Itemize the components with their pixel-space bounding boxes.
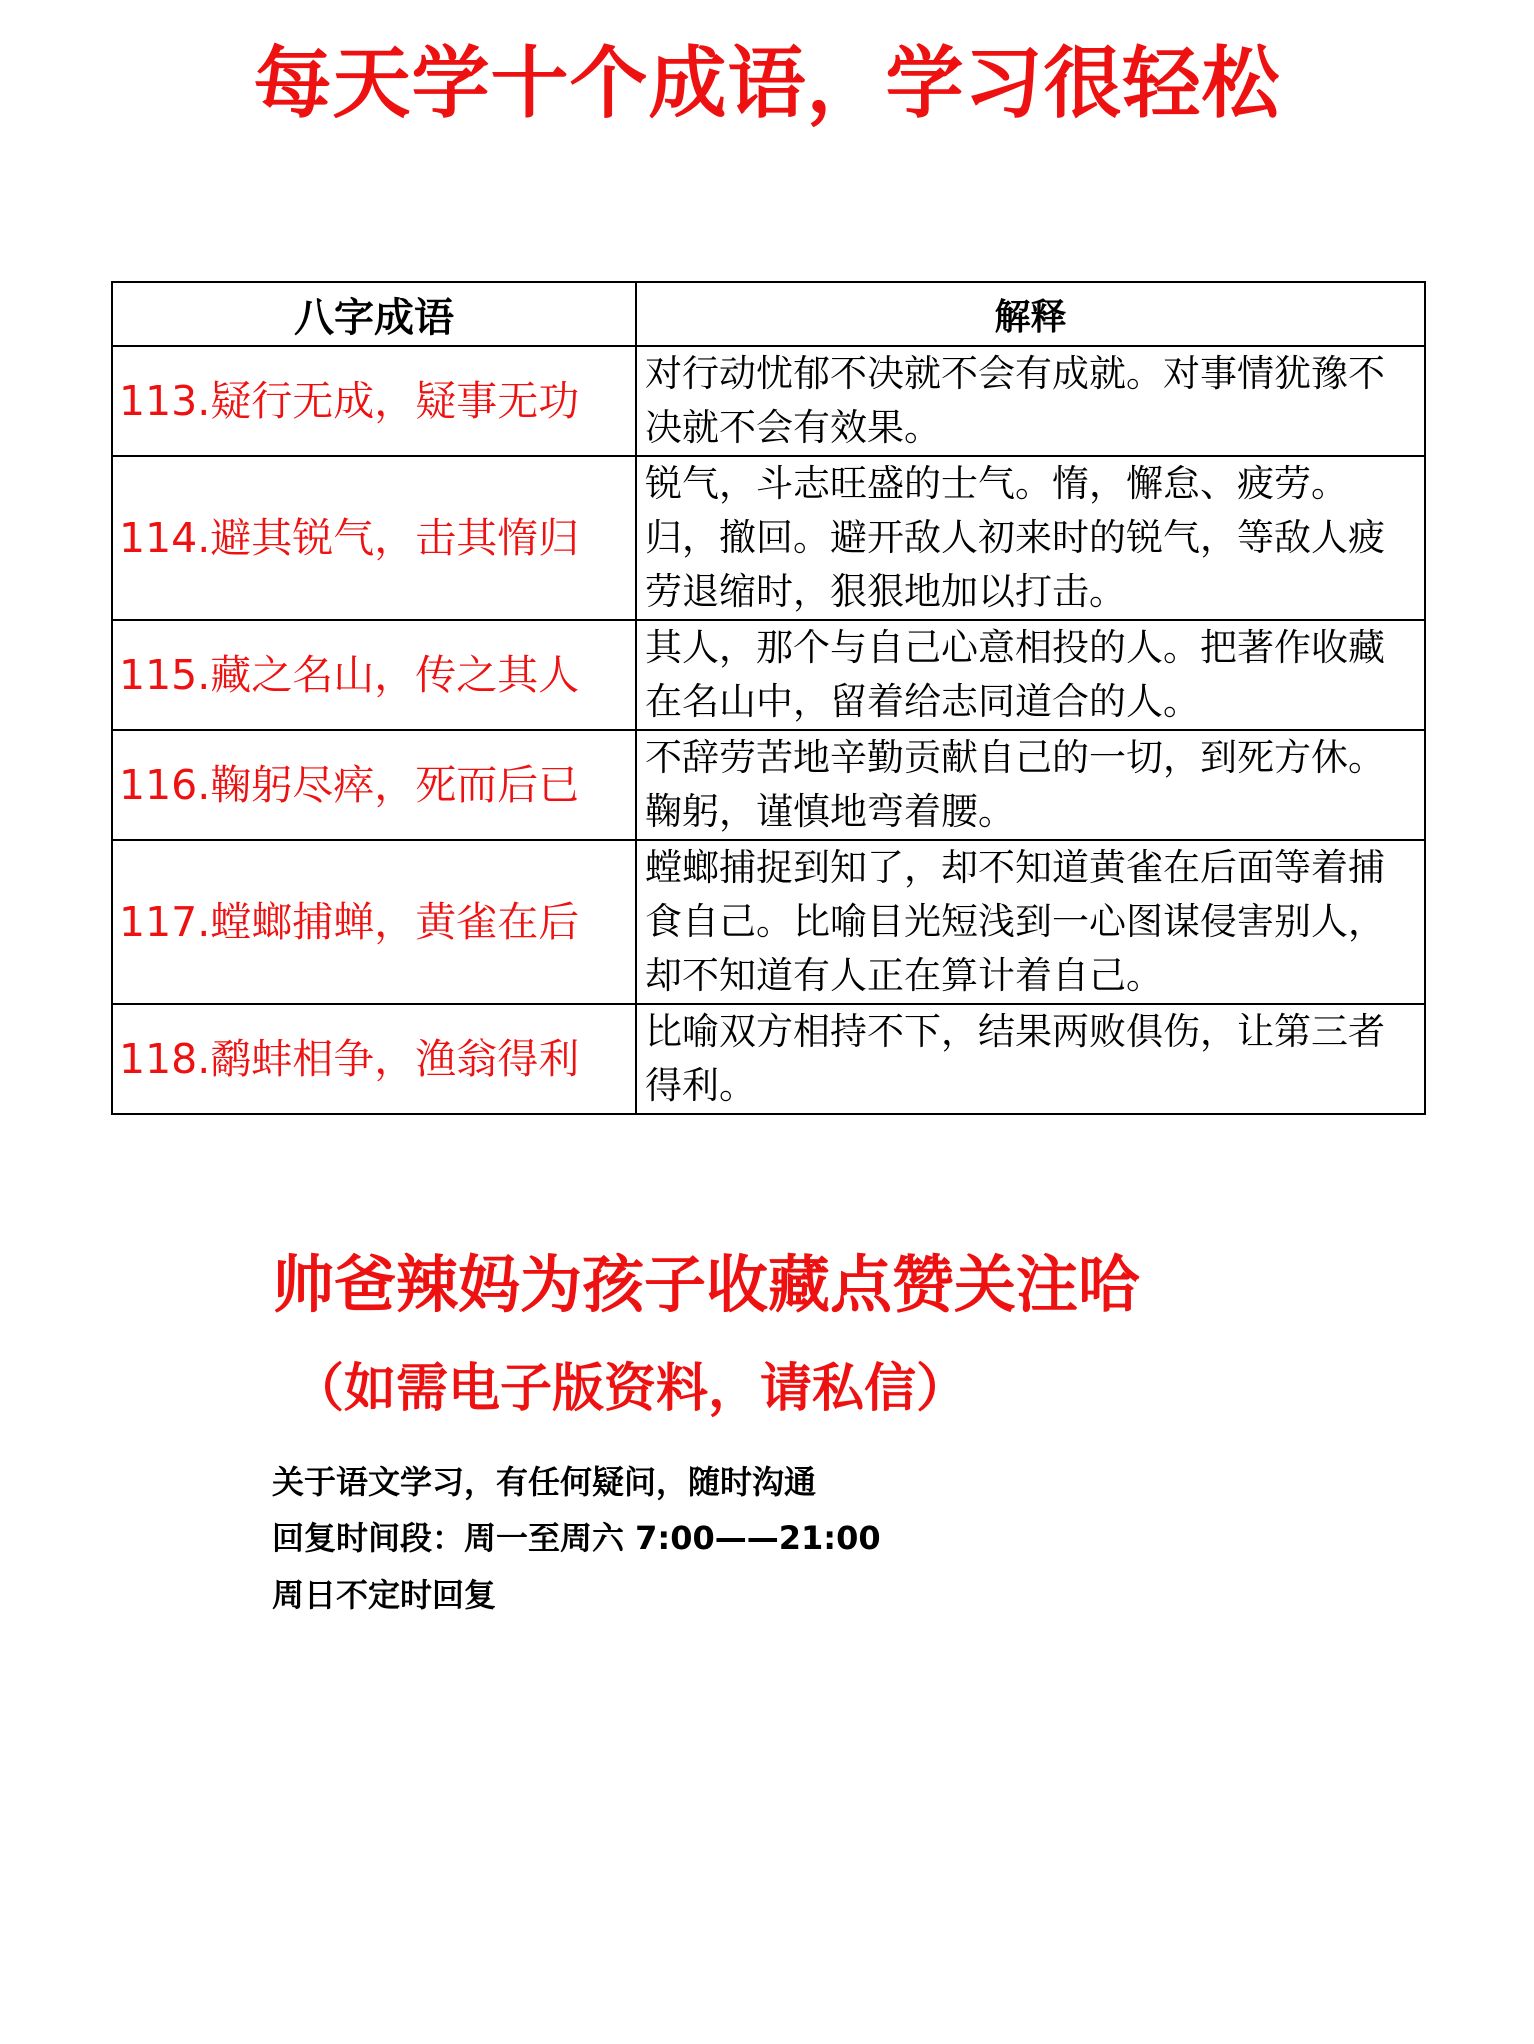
idiom-cell: 116.鞠躬尽瘁，死而后已 bbox=[112, 730, 636, 840]
idiom-cell: 115.藏之名山，传之其人 bbox=[112, 620, 636, 730]
idiom-cell: 117.螳螂捕蝉，黄雀在后 bbox=[112, 840, 636, 1004]
idiom-cell: 113.疑行无成，疑事无功 bbox=[112, 346, 636, 456]
contact-line-questions: 关于语文学习，有任何疑问，随时沟通 bbox=[272, 1463, 817, 1501]
follow-subtitle: （如需电子版资料，请私信） bbox=[292, 1359, 969, 1419]
explanation-cell: 对行动忧郁不决就不会有成就。对事情犹豫不决就不会有效果。 bbox=[636, 346, 1425, 456]
explanation-cell: 不辞劳苦地辛勤贡献自己的一切，到死方休。鞠躬，谨慎地弯着腰。 bbox=[636, 730, 1425, 840]
idiom-cell: 114.避其锐气，击其惰归 bbox=[112, 456, 636, 620]
follow-title: 帅爸辣妈为孩子收藏点赞关注哈 bbox=[272, 1248, 1141, 1321]
idiom-table bbox=[111, 281, 1426, 1115]
header-explanation: 解释 bbox=[636, 282, 1425, 346]
contact-line-sunday: 周日不定时回复 bbox=[272, 1576, 497, 1614]
header-idiom: 八字成语 bbox=[112, 282, 636, 346]
explanation-cell: 其人，那个与自己心意相投的人。把著作收藏在名山中，留着给志同道合的人。 bbox=[636, 620, 1425, 730]
explanation-cell: 锐气，斗志旺盛的士气。惰，懈怠、疲劳。归，撤回。避开敌人初来时的锐气，等敌人疲劳退缩时，狠狠地加以打击。 bbox=[636, 456, 1425, 620]
contact-line-hours: 回复时间段：周一至周六 7:00——21:00 bbox=[272, 1519, 881, 1557]
table-row bbox=[112, 620, 1425, 730]
explanation-cell: 比喻双方相持不下，结果两败俱伤，让第三者得利。 bbox=[636, 1004, 1425, 1114]
page-title: 每天学十个成语，学习很轻松 bbox=[253, 39, 1281, 129]
explanation-cell: 螳螂捕捉到知了，却不知道黄雀在后面等着捕食自己。比喻目光短浅到一心图谋侵害别人，却不知道有人正在算计着自己。 bbox=[636, 840, 1425, 1004]
table-header-row bbox=[112, 282, 1425, 346]
table-row bbox=[112, 730, 1425, 840]
table-row bbox=[112, 346, 1425, 456]
table-row bbox=[112, 840, 1425, 1004]
table-row bbox=[112, 1004, 1425, 1114]
idiom-cell: 118.鹬蚌相争，渔翁得利 bbox=[112, 1004, 636, 1114]
table-row bbox=[112, 456, 1425, 620]
